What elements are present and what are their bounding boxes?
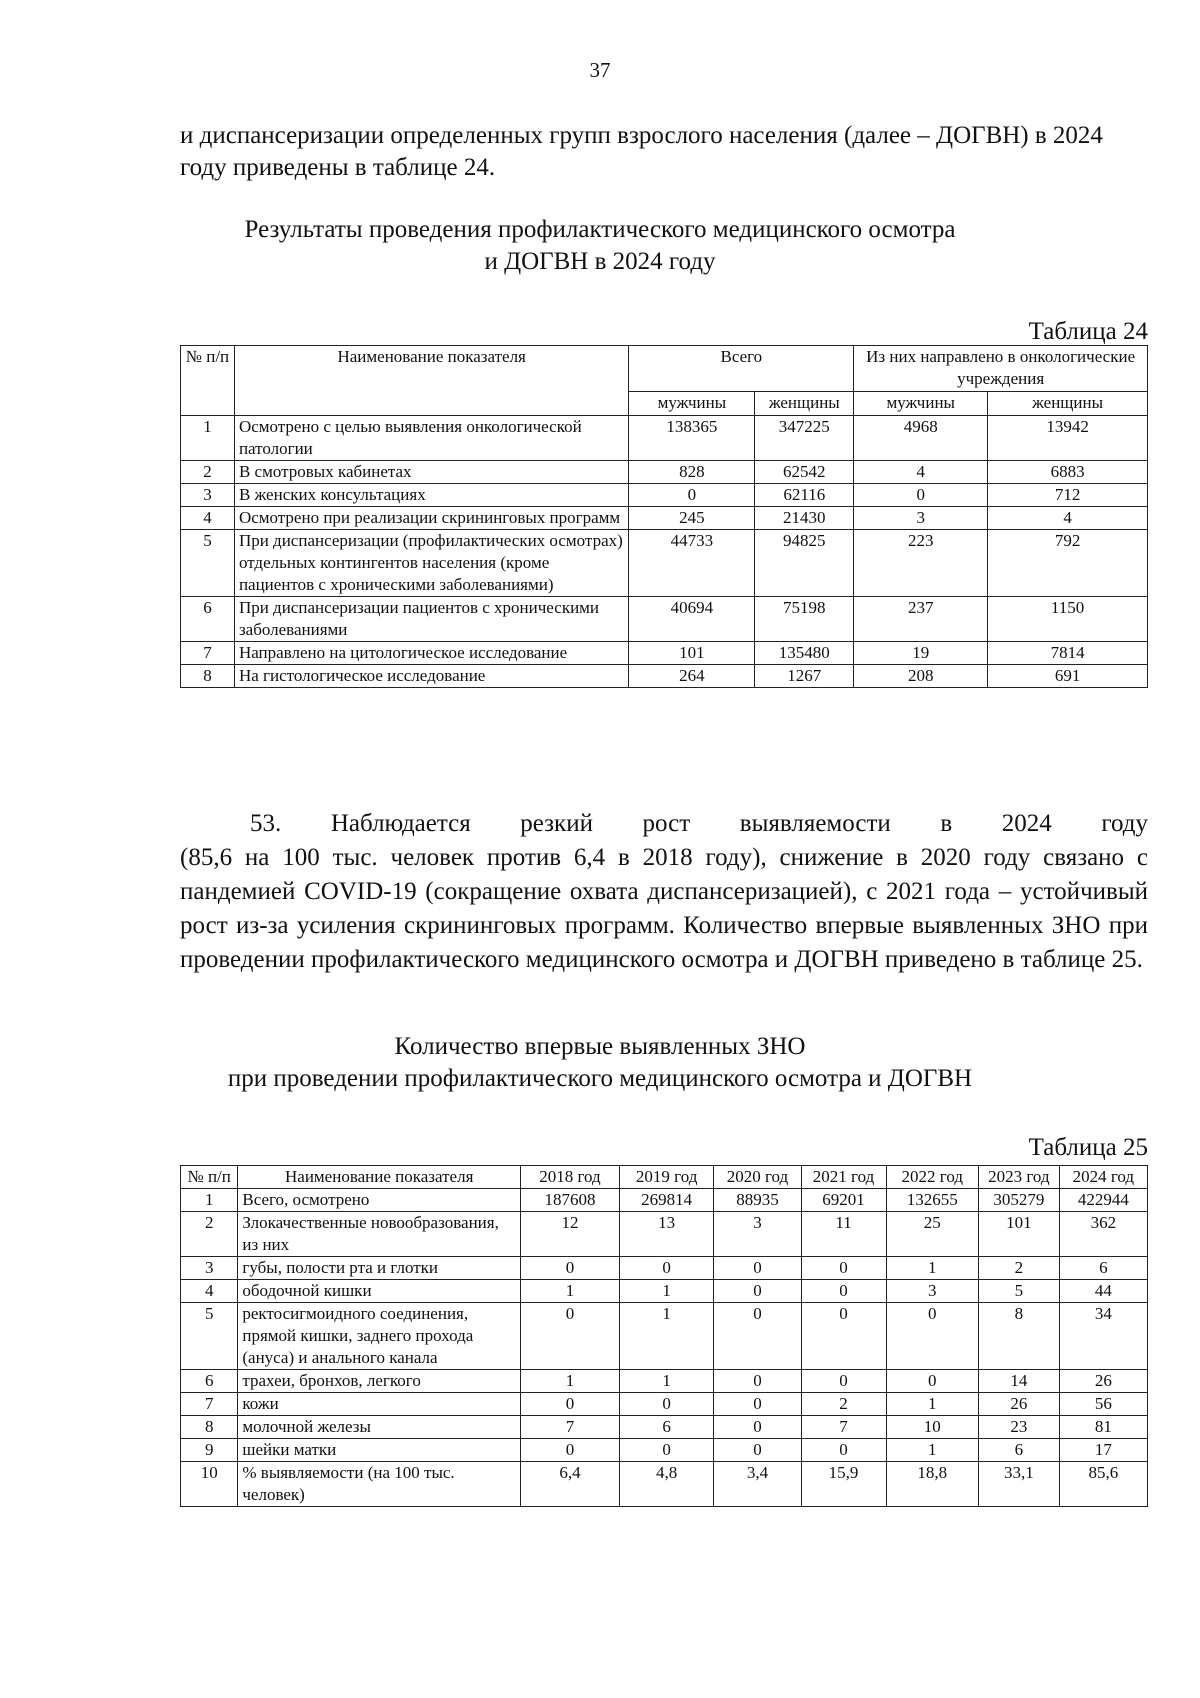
table25-header-year: 2019 год (619, 1166, 714, 1189)
table24-cell-total-women: 21430 (755, 507, 854, 530)
table24-row (181, 665, 1148, 688)
table25-cell-num: 4 (181, 1280, 238, 1303)
table24-title (0, 214, 1200, 278)
table24-header-directed-women: женщины (988, 392, 1148, 416)
table24-cell-name: При диспансеризации пациентов с хроническими заболеваниями (234, 597, 628, 642)
table25-header-name: Наименование показателя (238, 1166, 521, 1189)
table24-cell-total-men: 828 (629, 461, 755, 484)
paragraph-53-word: 2024 (1001, 810, 1052, 837)
table25-cell-value: 0 (801, 1303, 886, 1370)
table25-cell-value: 18,8 (886, 1462, 978, 1507)
table25-row (181, 1439, 1148, 1462)
table25-cell-value: 0 (521, 1439, 620, 1462)
table24-cell-directed-men: 237 (854, 597, 988, 642)
table24-cell-directed-women: 6883 (988, 461, 1148, 484)
table25-cell-name: губы, полости рта и глотки (238, 1257, 521, 1280)
table24-cell-name: В смотровых кабинетах (234, 461, 628, 484)
table24-title-line2: и ДОГВН в 2024 году (484, 248, 716, 275)
table25-cell-num: 2 (181, 1212, 238, 1257)
table25-cell-value: 0 (619, 1439, 714, 1462)
table25-cell-value: 5 (978, 1280, 1059, 1303)
table25-row (181, 1370, 1148, 1393)
table24-cell-total-men: 138365 (629, 416, 755, 461)
table25-cell-value: 132655 (886, 1189, 978, 1212)
table25 (180, 1165, 1148, 1507)
table25-cell-num: 9 (181, 1439, 238, 1462)
page-number: 37 (589, 58, 611, 82)
table24-cell-total-men: 264 (629, 665, 755, 688)
paragraph-53-text: (85,6 на 100 тыс. человек против 6,4 в 2018 году), снижение в 2020 году связано с пандемией COVID-19 (сокращение охвата диспансеризацией), с 2021 года – устойчивый рост из-за усиления скрининговых программ. Количество впервые выявленных ЗНО при проведении профилактического медицинского осмотра и ДОГВН приведено в таблице 25. (180, 844, 1148, 973)
table25-cell-value: 8 (978, 1303, 1059, 1370)
paragraph-53-word: в (940, 810, 953, 837)
table25-cell-value: 6,4 (521, 1462, 620, 1507)
table24-header-total-men: мужчины (629, 392, 755, 416)
table24-cell-name: Осмотрено с целью выявления онкологической патологии (234, 416, 628, 461)
table25-header-year: 2023 год (978, 1166, 1059, 1189)
table24-label: Таблица 24 (1028, 318, 1148, 345)
table25-cell-value: 0 (801, 1280, 886, 1303)
table25-cell-value: 12 (521, 1212, 620, 1257)
table25-cell-value: 88935 (714, 1189, 801, 1212)
table25-header-year: 2021 год (801, 1166, 886, 1189)
table24-cell-total-men: 0 (629, 484, 755, 507)
table24-row (181, 484, 1148, 507)
paragraph-53-word: году (1101, 810, 1148, 837)
table24-cell-directed-men: 0 (854, 484, 988, 507)
table25-cell-num: 3 (181, 1257, 238, 1280)
table25-row (181, 1303, 1148, 1370)
table25-cell-value: 362 (1059, 1212, 1147, 1257)
table25-header-year: 2018 год (521, 1166, 620, 1189)
table24-cell-total-women: 62116 (755, 484, 854, 507)
table25-header-num: № п/п (181, 1166, 238, 1189)
table25-cell-name: ректосигмоидного соединения, прямой кишки, заднего прохода (ануса) и анального канала (238, 1303, 521, 1370)
table25-cell-value: 3,4 (714, 1462, 801, 1507)
table24-cell-total-men: 245 (629, 507, 755, 530)
table25-cell-value: 34 (1059, 1303, 1147, 1370)
table24-cell-num: 3 (181, 484, 235, 507)
table25-cell-value: 101 (978, 1212, 1059, 1257)
table25-cell-value: 1 (886, 1439, 978, 1462)
table24-header-directed: Из них направлено в онкологические учреждения (854, 346, 1148, 392)
table25-cell-value: 85,6 (1059, 1462, 1147, 1507)
table24-cell-total-women: 135480 (755, 642, 854, 665)
table25-cell-value: 2 (801, 1393, 886, 1416)
table25-cell-value: 0 (521, 1393, 620, 1416)
table24-cell-directed-men: 3 (854, 507, 988, 530)
table25-cell-value: 13 (619, 1212, 714, 1257)
table25-cell-value: 1 (521, 1280, 620, 1303)
table25-cell-value: 14 (978, 1370, 1059, 1393)
table25-cell-value: 44 (1059, 1280, 1147, 1303)
table25-cell-value: 0 (521, 1257, 620, 1280)
table25-title (0, 1031, 1200, 1095)
table25-cell-name: молочной железы (238, 1416, 521, 1439)
table25-header-year: 2024 год (1059, 1166, 1147, 1189)
table24-row (181, 642, 1148, 665)
table24-cell-name: На гистологическое исследование (234, 665, 628, 688)
table25-cell-value: 0 (801, 1257, 886, 1280)
table24-cell-total-men: 44733 (629, 530, 755, 597)
table24-cell-num: 8 (181, 665, 235, 688)
table25-cell-value: 0 (801, 1370, 886, 1393)
table24-cell-num: 2 (181, 461, 235, 484)
table24-cell-total-women: 75198 (755, 597, 854, 642)
table25-title-line1: Количество впервые выявленных ЗНО (394, 1033, 806, 1060)
table24 (180, 345, 1148, 688)
table25-cell-value: 0 (714, 1280, 801, 1303)
table25-cell-value: 0 (714, 1370, 801, 1393)
table25-cell-value: 26 (978, 1393, 1059, 1416)
table25-cell-value: 17 (1059, 1439, 1147, 1462)
table24-header-row (181, 346, 1148, 392)
intro-paragraph: и диспансеризации определенных групп взрослого населения (далее – ДОГВН) в 2024 году приведены в таблице 24. (180, 122, 1103, 181)
table25-cell-num: 8 (181, 1416, 238, 1439)
table25-cell-value: 81 (1059, 1416, 1147, 1439)
table25-header-year: 2022 год (886, 1166, 978, 1189)
table25-title-line2: при проведении профилактического медицинского осмотра и ДОГВН (227, 1065, 973, 1092)
paragraph-53-word: 53. (250, 810, 282, 837)
table25-cell-value: 33,1 (978, 1462, 1059, 1507)
table25-row (181, 1189, 1148, 1212)
table24-cell-directed-men: 4 (854, 461, 988, 484)
table25-cell-value: 422944 (1059, 1189, 1147, 1212)
table25-cell-value: 0 (714, 1303, 801, 1370)
table24-header-directed-men: мужчины (854, 392, 988, 416)
table25-row (181, 1393, 1148, 1416)
table24-title-line1: Результаты проведения профилактического медицинского осмотра (244, 216, 956, 243)
table25-cell-value: 1 (619, 1303, 714, 1370)
table25-cell-value: 0 (886, 1370, 978, 1393)
table25-cell-value: 7 (801, 1416, 886, 1439)
table25-cell-value: 7 (521, 1416, 620, 1439)
table24-cell-directed-women: 4 (988, 507, 1148, 530)
table24-cell-num: 7 (181, 642, 235, 665)
table24-cell-total-women: 1267 (755, 665, 854, 688)
table25-cell-value: 0 (714, 1257, 801, 1280)
table25-cell-value: 11 (801, 1212, 886, 1257)
table25-cell-name: Злокачественные новообразования, из них (238, 1212, 521, 1257)
table25-header-row (181, 1166, 1148, 1189)
paragraph-53-first-line (180, 807, 1148, 841)
table25-cell-value: 3 (886, 1280, 978, 1303)
table25-cell-value: 1 (521, 1370, 620, 1393)
table25-header-year: 2020 год (714, 1166, 801, 1189)
table24-header-total-women: женщины (755, 392, 854, 416)
table25-cell-value: 305279 (978, 1189, 1059, 1212)
table24-cell-name: В женских консультациях (234, 484, 628, 507)
table25-cell-value: 269814 (619, 1189, 714, 1212)
table24-header-num: № п/п (181, 346, 235, 416)
table25-cell-value: 56 (1059, 1393, 1147, 1416)
table25-cell-value: 6 (1059, 1257, 1147, 1280)
table24-cell-name: Осмотрено при реализации скрининговых программ (234, 507, 628, 530)
table25-cell-value: 6 (619, 1416, 714, 1439)
table25-row (181, 1212, 1148, 1257)
table24-cell-total-men: 101 (629, 642, 755, 665)
table24-cell-total-women: 94825 (755, 530, 854, 597)
paragraph-53-word: Наблюдается (330, 810, 471, 837)
table25-cell-num: 7 (181, 1393, 238, 1416)
table25-row (181, 1280, 1148, 1303)
table25-cell-value: 15,9 (801, 1462, 886, 1507)
table25-cell-value: 1 (619, 1370, 714, 1393)
table24-row (181, 597, 1148, 642)
table25-cell-value: 1 (886, 1393, 978, 1416)
table25-cell-value: 0 (714, 1416, 801, 1439)
table25-cell-name: Всего, осмотрено (238, 1189, 521, 1212)
table24-cell-directed-men: 223 (854, 530, 988, 597)
table24-cell-directed-women: 7814 (988, 642, 1148, 665)
table24-row (181, 507, 1148, 530)
table25-cell-name: шейки матки (238, 1439, 521, 1462)
table25-cell-value: 23 (978, 1416, 1059, 1439)
table25-cell-name: трахеи, бронхов, легкого (238, 1370, 521, 1393)
table24-cell-directed-women: 1150 (988, 597, 1148, 642)
table25-cell-value: 10 (886, 1416, 978, 1439)
table24-row (181, 416, 1148, 461)
table25-cell-value: 69201 (801, 1189, 886, 1212)
table24-header-total: Всего (629, 346, 854, 392)
table25-row (181, 1257, 1148, 1280)
paragraph-53-word: рост (642, 810, 691, 837)
table24-cell-directed-women: 691 (988, 665, 1148, 688)
table24-cell-directed-women: 792 (988, 530, 1148, 597)
table25-cell-value: 0 (521, 1303, 620, 1370)
table24-cell-name: При диспансеризации (профилактических осмотрах) отдельных контингентов населения (кроме пациентов с хроническими заболеваниями) (234, 530, 628, 597)
table25-cell-value: 0 (619, 1393, 714, 1416)
table25-cell-value: 25 (886, 1212, 978, 1257)
table25-cell-name: кожи (238, 1393, 521, 1416)
table24-cell-total-women: 62542 (755, 461, 854, 484)
table25-cell-name: ободочной кишки (238, 1280, 521, 1303)
table25-label: Таблица 25 (1028, 1134, 1148, 1161)
table25-cell-num: 10 (181, 1462, 238, 1507)
table24-row (181, 461, 1148, 484)
table24-cell-name: Направлено на цитологическое исследование (234, 642, 628, 665)
table25-cell-value: 1 (619, 1280, 714, 1303)
table24-cell-total-men: 40694 (629, 597, 755, 642)
table25-cell-value: 0 (886, 1303, 978, 1370)
table25-cell-num: 1 (181, 1189, 238, 1212)
table25-cell-value: 4,8 (619, 1462, 714, 1507)
paragraph-53-word: выявляемости (739, 810, 891, 837)
table24-cell-directed-women: 13942 (988, 416, 1148, 461)
table24-cell-num: 1 (181, 416, 235, 461)
table25-cell-name: % выявляемости (на 100 тыс. человек) (238, 1462, 521, 1507)
table25-row (181, 1462, 1148, 1507)
table25-cell-value: 26 (1059, 1370, 1147, 1393)
table25-cell-value: 0 (619, 1257, 714, 1280)
table24-cell-directed-women: 712 (988, 484, 1148, 507)
table25-cell-value: 0 (801, 1439, 886, 1462)
table25-cell-value: 1 (886, 1257, 978, 1280)
table24-cell-num: 4 (181, 507, 235, 530)
paragraph-53-word: резкий (520, 810, 593, 837)
table24-header-name: Наименование показателя (234, 346, 628, 416)
table24-cell-num: 5 (181, 530, 235, 597)
paragraph-53 (180, 807, 1148, 977)
table25-cell-num: 6 (181, 1370, 238, 1393)
table24-cell-total-women: 347225 (755, 416, 854, 461)
table24-cell-directed-men: 4968 (854, 416, 988, 461)
table25-cell-value: 2 (978, 1257, 1059, 1280)
table25-cell-num: 5 (181, 1303, 238, 1370)
table25-cell-value: 187608 (521, 1189, 620, 1212)
table25-cell-value: 0 (714, 1393, 801, 1416)
table25-cell-value: 6 (978, 1439, 1059, 1462)
table24-cell-directed-men: 19 (854, 642, 988, 665)
table25-cell-value: 0 (714, 1439, 801, 1462)
table25-row (181, 1416, 1148, 1439)
table24-cell-directed-men: 208 (854, 665, 988, 688)
table25-cell-value: 3 (714, 1212, 801, 1257)
table24-cell-num: 6 (181, 597, 235, 642)
table24-row (181, 530, 1148, 597)
